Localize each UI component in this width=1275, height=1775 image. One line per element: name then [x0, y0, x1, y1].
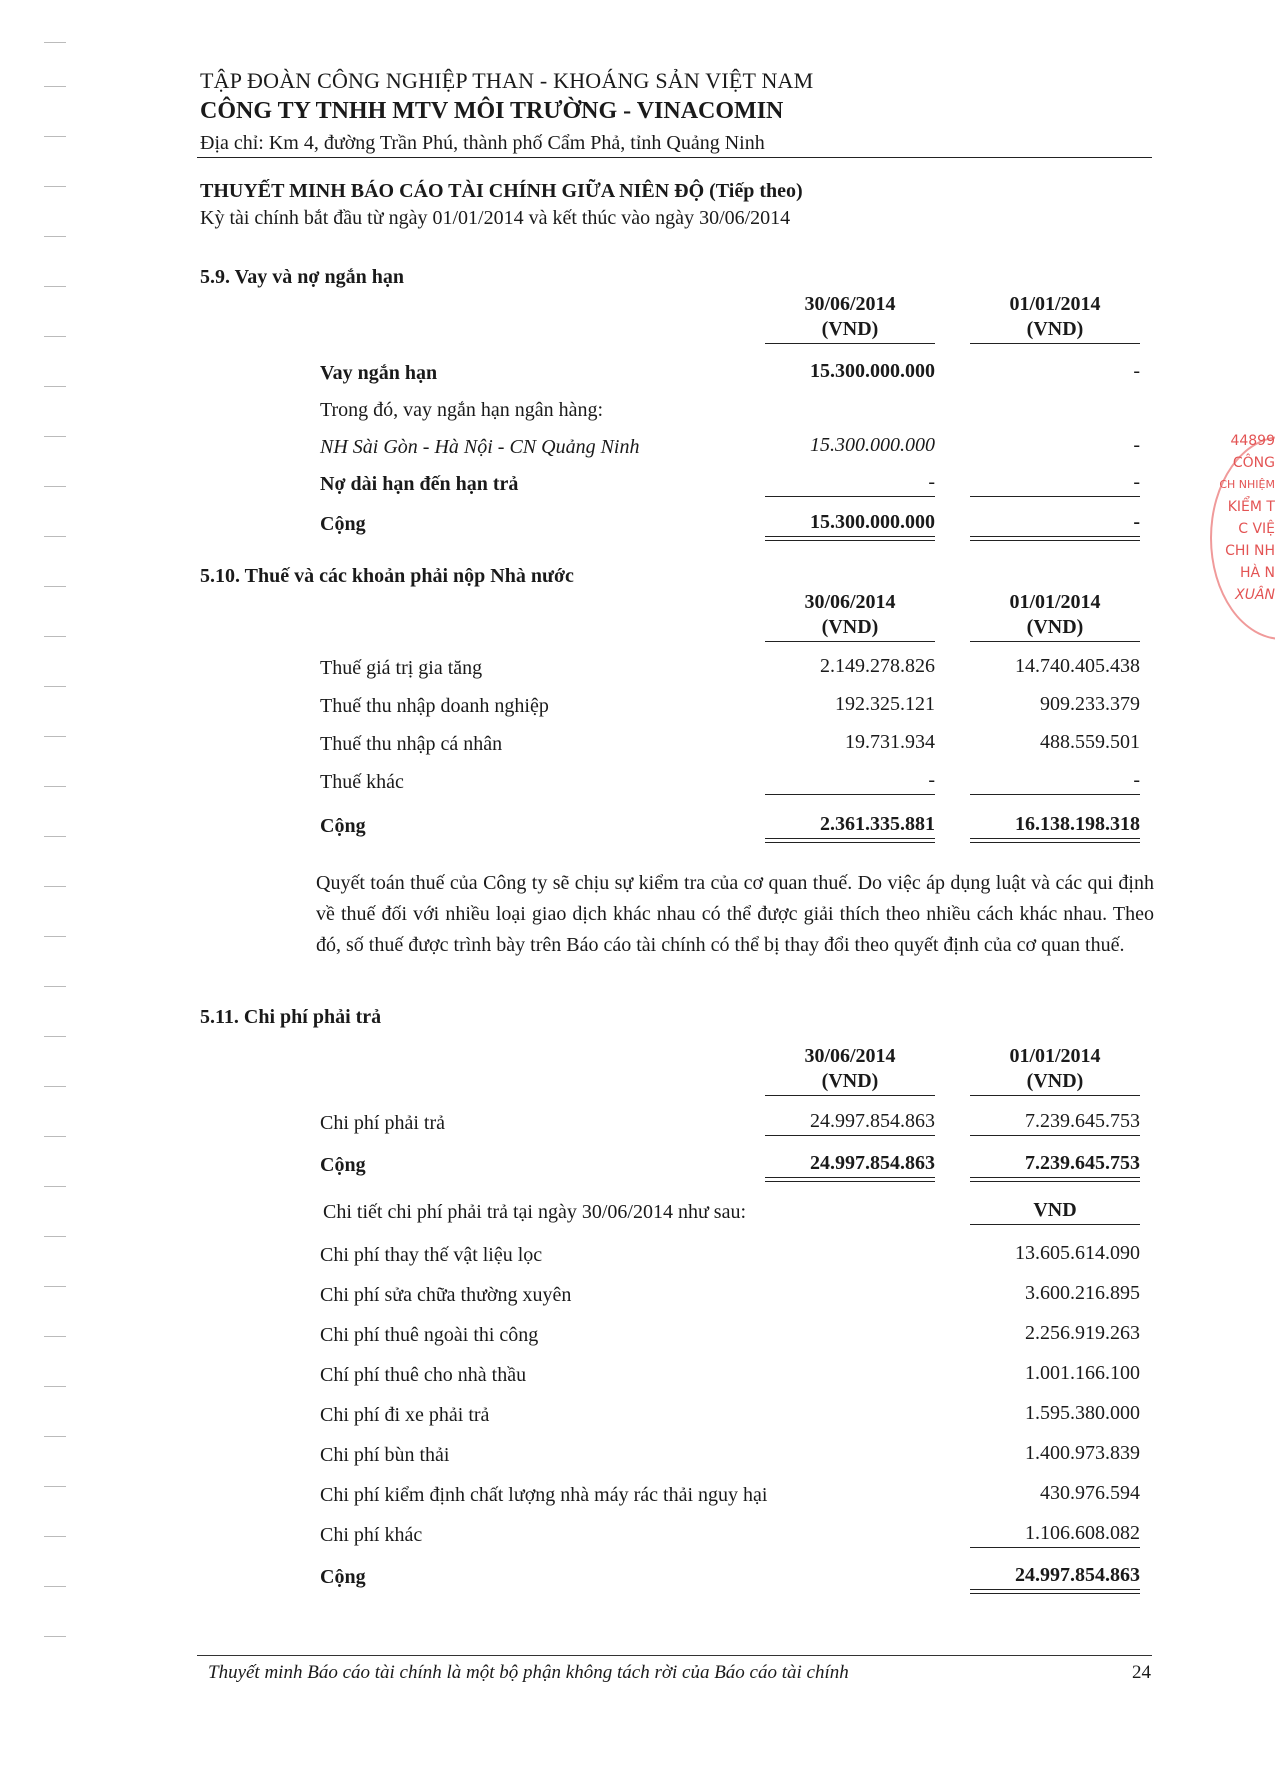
footer-note: Thuyết minh Báo cáo tài chính là một bộ phận không tách rời của Báo cáo tài chính	[208, 1662, 849, 1683]
col-header-current	[765, 292, 935, 342]
total-double-rule	[765, 536, 935, 541]
row-label: Nợ dài hạn đến hạn trả	[320, 473, 519, 495]
subtotal-rule	[970, 1135, 1140, 1136]
col-underline	[765, 641, 935, 642]
section-5-10-title: 5.10. Thuế và các khoản phải nộp Nhà nước	[200, 565, 574, 587]
total-label: Cộng	[320, 1154, 366, 1176]
col-underline	[970, 1224, 1140, 1225]
detail-label: Chí phí thuê cho nhà thầu	[320, 1364, 527, 1386]
detail-value: 1.106.608.082	[1025, 1522, 1140, 1544]
detail-label: Chi phí kiểm định chất lượng nhà máy rác thải nguy hại	[320, 1484, 768, 1506]
col-date: 01/01/2014	[1009, 1045, 1101, 1067]
col-unit: (VND)	[821, 616, 879, 638]
detail-unit-header: VND	[1033, 1199, 1077, 1221]
row-label: Vay ngắn hạn	[320, 362, 438, 384]
detail-total-value: 24.997.854.863	[1015, 1564, 1140, 1586]
col-date: 30/06/2014	[804, 1045, 896, 1067]
col-header-prior	[970, 292, 1140, 342]
subtotal-rule	[765, 1135, 935, 1136]
detail-label: Chi phí thuê ngoài thi công	[320, 1324, 539, 1346]
section-5-11-title: 5.11. Chi phí phải trả	[200, 1006, 382, 1028]
detail-intro: Chi tiết chi phí phải trả tại ngày 30/06/2014 như sau:	[323, 1201, 746, 1223]
col-unit: (VND)	[821, 1070, 879, 1092]
row-value-current: 19.731.934	[845, 731, 935, 753]
row-value-current: -	[928, 769, 935, 791]
total-double-rule	[970, 1177, 1140, 1182]
stamp-line: XUÂN	[1235, 587, 1275, 603]
total-double-rule	[765, 838, 935, 843]
total-double-rule	[970, 838, 1140, 843]
col-header-prior	[970, 1044, 1140, 1094]
section-5-9-title: 5.9. Vay và nợ ngắn hạn	[200, 266, 404, 288]
col-header-current	[765, 1044, 935, 1094]
col-unit: (VND)	[1026, 616, 1084, 638]
detail-value: 13.605.614.090	[1015, 1242, 1140, 1264]
detail-value: 1.001.166.100	[1025, 1362, 1140, 1384]
col-date: 30/06/2014	[804, 591, 896, 613]
detail-label: Chi phí thay thế vật liệu lọc	[320, 1244, 543, 1266]
total-value-prior: -	[1133, 511, 1140, 533]
row-value-current: 2.149.278.826	[820, 655, 935, 677]
detail-label: Chi phí bùn thải	[320, 1444, 450, 1466]
subtotal-rule	[765, 496, 935, 497]
row-label: Trong đó, vay ngắn hạn ngân hàng:	[320, 399, 604, 421]
col-header-prior	[970, 590, 1140, 640]
total-label: Cộng	[320, 815, 366, 837]
detail-value: 1.595.380.000	[1025, 1402, 1140, 1424]
page-number: 24	[1132, 1662, 1151, 1683]
detail-total-label: Cộng	[320, 1566, 366, 1588]
total-value-prior: 7.239.645.753	[1025, 1152, 1140, 1174]
row-label: Thuế khác	[320, 771, 404, 793]
total-value-prior: 16.138.198.318	[1015, 813, 1140, 835]
col-date: 30/06/2014	[804, 293, 896, 315]
row-label: Thuế thu nhập cá nhân	[320, 733, 503, 755]
stamp-line: CHI NH	[1225, 543, 1275, 559]
total-double-rule	[970, 536, 1140, 541]
col-underline	[970, 343, 1140, 344]
detail-value: 430.976.594	[1040, 1482, 1140, 1504]
row-value-current: -	[928, 471, 935, 493]
row-value-current: 24.997.854.863	[810, 1110, 935, 1132]
detail-label: Chi phí sửa chữa thường xuyên	[320, 1284, 572, 1306]
stamp-line: 44899	[1230, 433, 1275, 449]
company-address: Địa chỉ: Km 4, đường Trần Phú, thành phố Cẩm Phả, tỉnh Quảng Ninh	[200, 132, 765, 154]
footer-divider	[197, 1655, 1152, 1656]
group-name: TẬP ĐOÀN CÔNG NGHIỆP THAN - KHOÁNG SẢN VIỆT NAM	[200, 68, 814, 93]
row-value-prior: 909.233.379	[1040, 693, 1140, 715]
row-value-current: 192.325.121	[835, 693, 935, 715]
detail-value: 2.256.919.263	[1025, 1322, 1140, 1344]
tax-note-paragraph: Quyết toán thuế của Công ty sẽ chịu sự kiểm tra của cơ quan thuế. Do việc áp dụng luật và các qui định về thuế đối với nhiều loại giao dịch khác nhau có thể được giải thích theo nhiều cách khác nhau. Theo đó, số thuế được trình bày trên Báo cáo tài chính có thể bị thay đổi theo quyết định của cơ quan thuế.	[316, 872, 1154, 956]
stamp-line: C VIỆ	[1238, 521, 1275, 537]
col-unit: (VND)	[1026, 1070, 1084, 1092]
col-underline	[765, 343, 935, 344]
row-value-current: 15.300.000.000	[810, 434, 935, 456]
col-unit: (VND)	[821, 318, 879, 340]
row-value-prior: -	[1133, 434, 1140, 456]
row-label: Thuế thu nhập doanh nghiệp	[320, 695, 549, 717]
row-value-current: 15.300.000.000	[810, 360, 935, 382]
subtotal-rule	[970, 496, 1140, 497]
total-double-rule	[765, 1177, 935, 1182]
row-label: NH Sài Gòn - Hà Nội - CN Quảng Ninh	[320, 436, 640, 458]
col-date: 01/01/2014	[1009, 591, 1101, 613]
row-value-prior: 488.559.501	[1040, 731, 1140, 753]
total-value-current: 24.997.854.863	[810, 1152, 935, 1174]
stamp-line: KIỂM T	[1227, 499, 1275, 515]
col-header-current	[765, 590, 935, 640]
detail-label: Chi phí đi xe phải trả	[320, 1404, 490, 1426]
total-label: Cộng	[320, 513, 366, 535]
col-date: 01/01/2014	[1009, 293, 1101, 315]
row-value-prior: 14.740.405.438	[1015, 655, 1140, 677]
report-title: THUYẾT MINH BÁO CÁO TÀI CHÍNH GIỮA NIÊN ĐỘ (Tiếp theo)	[200, 180, 803, 202]
total-value-current: 15.300.000.000	[810, 511, 935, 533]
header-divider	[197, 157, 1152, 158]
subtotal-rule	[970, 794, 1140, 795]
stamp-line: CH NHIỆM	[1219, 478, 1275, 491]
subtotal-rule	[970, 1547, 1140, 1548]
col-unit: (VND)	[1026, 318, 1084, 340]
detail-label: Chi phí khác	[320, 1524, 423, 1546]
row-value-prior: -	[1133, 360, 1140, 382]
col-underline	[765, 1095, 935, 1096]
total-double-rule	[970, 1589, 1140, 1594]
row-label: Chi phí phải trả	[320, 1112, 445, 1134]
total-value-current: 2.361.335.881	[820, 813, 935, 835]
detail-value: 3.600.216.895	[1025, 1282, 1140, 1304]
stamp-line: CÔNG	[1232, 455, 1275, 471]
col-underline	[970, 1095, 1140, 1096]
row-label: Thuế giá trị gia tăng	[320, 657, 483, 679]
report-period: Kỳ tài chính bắt đầu từ ngày 01/01/2014 và kết thúc vào ngày 30/06/2014	[200, 207, 791, 229]
audit-stamp	[1200, 430, 1275, 645]
row-value-prior: 7.239.645.753	[1025, 1110, 1140, 1132]
subtotal-rule	[765, 794, 935, 795]
col-underline	[970, 641, 1140, 642]
detail-value: 1.400.973.839	[1025, 1442, 1140, 1464]
row-value-prior: -	[1133, 769, 1140, 791]
company-name: CÔNG TY TNHH MTV MÔI TRƯỜNG - VINACOMIN	[200, 98, 784, 124]
stamp-line: HÀ N	[1239, 565, 1275, 581]
row-value-prior: -	[1133, 471, 1140, 493]
